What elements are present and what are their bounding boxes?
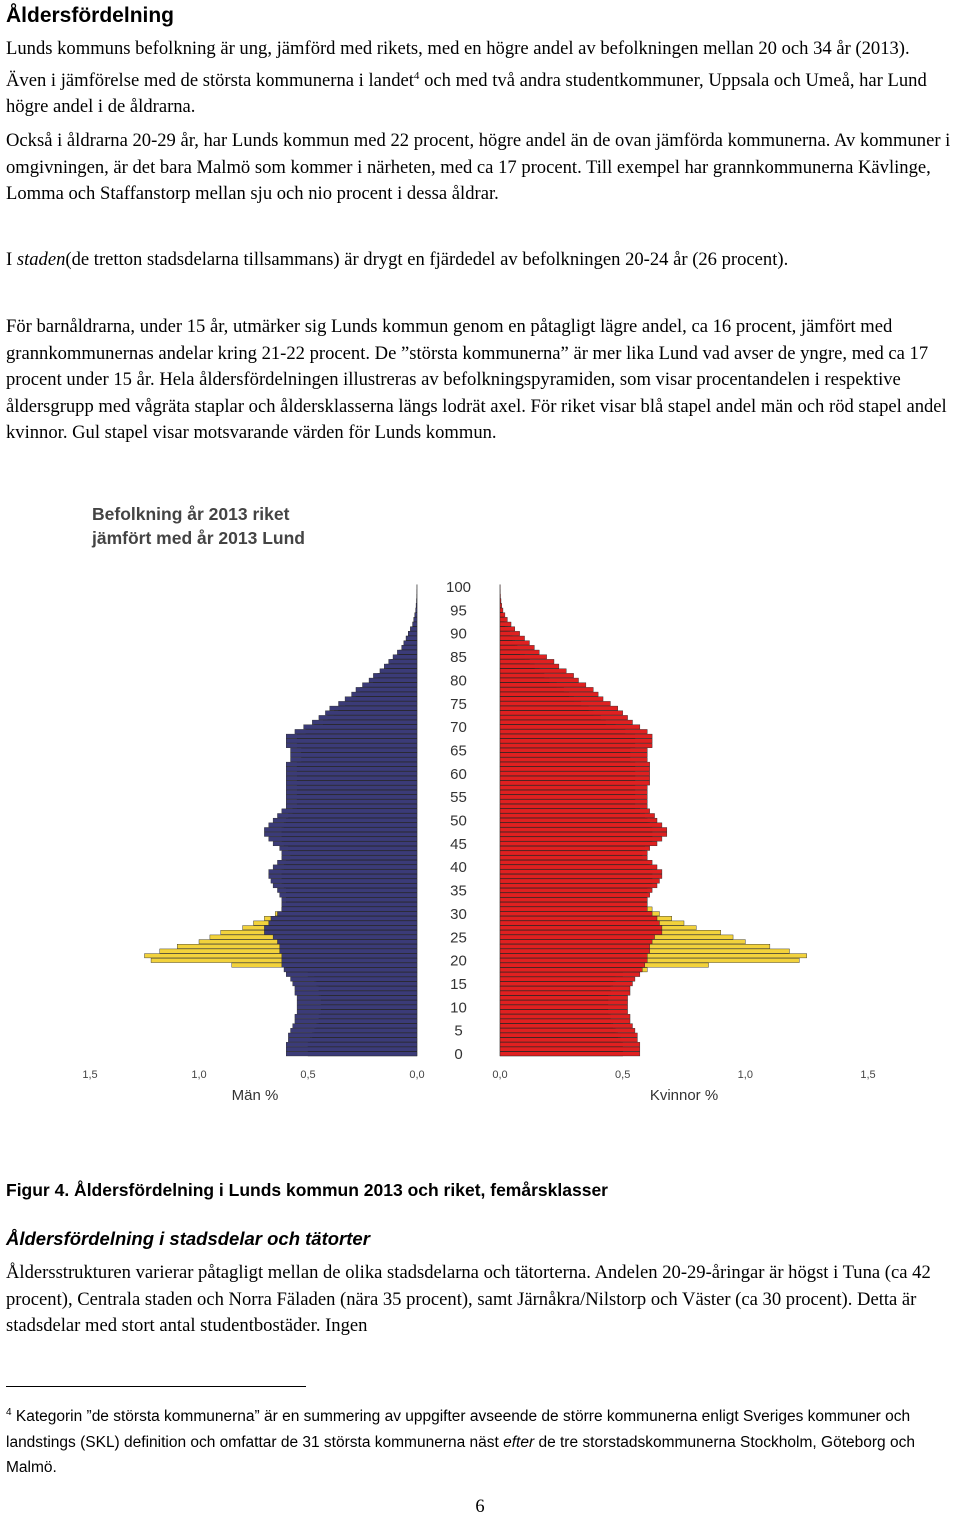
riket-bar-female <box>500 683 586 687</box>
riket-bar-female <box>500 916 657 920</box>
paragraph-staden <box>6 247 954 274</box>
riket-bar-female <box>500 940 652 944</box>
riket-bar-female <box>500 636 525 640</box>
riket-bar-male <box>295 1014 417 1018</box>
paragraph-staden-prefix: I <box>6 249 17 270</box>
riket-bar-female <box>500 1033 637 1037</box>
riket-bar-male <box>273 818 417 822</box>
riket-bar-male <box>286 767 417 771</box>
riket-bar-male <box>282 902 417 906</box>
riket-bar-male <box>286 785 417 789</box>
riket-bar-male <box>291 1028 417 1032</box>
riket-bar-male <box>295 991 417 995</box>
riket-bar-female <box>500 972 640 976</box>
paragraph-ages-20-29: Också i åldrarna 20-29 år, har Lunds kommun med 22 procent, högre andel än de ovan jämförda kommunerna. Av kommuner i omgivningen, är det bara Malmö som kommer i närheten, med ca 17 procent. Till exempel har grannkommunerna Kävlinge, Lomma och Staffanstorp mellan sju och nio procent i dessa åldrar. <box>6 130 951 204</box>
riket-bar-male <box>293 982 417 986</box>
riket-bar-female <box>500 982 632 986</box>
riket-bar-female <box>500 641 529 645</box>
riket-bar-female <box>500 785 647 789</box>
paragraph-intro <box>6 36 954 121</box>
riket-bar-male <box>393 655 417 659</box>
riket-bar-female <box>500 701 610 705</box>
riket-bar-female <box>500 893 650 897</box>
riket-bar-male <box>402 645 417 649</box>
riket-bar-female <box>500 907 647 911</box>
riket-bar-male <box>286 771 417 775</box>
page-number: 6 <box>475 1497 485 1517</box>
riket-bar-female <box>500 837 662 841</box>
riket-bar-female <box>500 1000 628 1004</box>
riket-bar-female <box>500 996 628 1000</box>
riket-bar-female <box>500 963 645 967</box>
riket-bar-female <box>500 617 507 621</box>
riket-bar-male <box>286 762 417 766</box>
riket-bar-male <box>286 743 417 747</box>
riket-bar-female <box>500 613 505 617</box>
riket-bar-female <box>500 655 547 659</box>
riket-bar-male <box>373 673 417 677</box>
riket-bar-male <box>280 944 417 948</box>
x-tick-label-left: 1,0 <box>191 1069 207 1081</box>
riket-bar-female <box>500 673 574 677</box>
subsection-heading: Åldersfördelning i stadsdelar och tätorter <box>6 1228 370 1249</box>
riket-bar-male <box>291 757 417 761</box>
riket-bar-male <box>273 865 417 869</box>
riket-bar-female <box>500 921 659 925</box>
riket-bar-male <box>277 860 417 864</box>
riket-bar-female <box>500 748 647 752</box>
age-label: 35 <box>450 882 467 900</box>
population-pyramid-chart <box>0 490 960 1130</box>
riket-bar-male <box>284 968 417 972</box>
riket-bar-female <box>500 659 554 663</box>
riket-bar-female <box>500 739 652 743</box>
riket-bar-female <box>500 1005 628 1009</box>
riket-bar-female <box>500 888 652 892</box>
age-label: 5 <box>454 1022 463 1040</box>
paragraph-intro-text-cont: och med två andra studentkommuner, Uppsala och Umeå, har Lund högre andel i de åldrarna. <box>6 69 927 118</box>
riket-bar-male <box>291 748 417 752</box>
age-label: 65 <box>450 742 467 760</box>
riket-bar-female <box>500 645 534 649</box>
riket-bar-female <box>500 954 647 958</box>
riket-bar-female <box>500 898 647 902</box>
riket-bar-female <box>500 669 566 673</box>
riket-bar-female <box>500 622 511 626</box>
riket-bar-male <box>277 813 417 817</box>
age-label: 75 <box>450 695 467 713</box>
footnote-text-end: de tre storstadskommunerna Stockholm, Göteborg och Malmö. <box>6 1433 915 1477</box>
riket-bar-male <box>389 659 417 663</box>
riket-bar-male <box>286 972 417 976</box>
riket-bar-male <box>345 697 417 701</box>
riket-bar-female <box>500 687 593 691</box>
riket-bar-female <box>500 725 640 729</box>
riket-bar-male <box>319 715 417 719</box>
riket-bar-female <box>500 968 642 972</box>
riket-bar-male <box>282 954 417 958</box>
age-label: 80 <box>450 672 467 690</box>
riket-bar-female <box>500 762 650 766</box>
riket-bar-male <box>286 799 417 803</box>
riket-bar-female <box>500 926 662 930</box>
age-label: 45 <box>450 835 467 853</box>
riket-bar-female <box>500 743 652 747</box>
x-tick-label-left: 1,5 <box>82 1069 98 1081</box>
riket-bar-female <box>500 842 657 846</box>
age-label: 85 <box>450 649 467 667</box>
x-tick-label-left: 0,5 <box>300 1069 316 1081</box>
riket-bar-male <box>282 809 417 813</box>
riket-bar-male <box>384 664 417 668</box>
riket-bar-male <box>415 613 417 617</box>
female-bars <box>500 585 807 1056</box>
riket-bar-male <box>410 627 417 631</box>
riket-bar-male <box>286 790 417 794</box>
riket-bar-female <box>500 870 662 874</box>
riket-bar-female <box>500 804 647 808</box>
riket-bar-female <box>500 776 650 780</box>
section-heading: Åldersfördelning <box>6 4 175 27</box>
riket-bar-male <box>280 846 417 850</box>
riket-bar-male <box>277 940 417 944</box>
riket-bar-male <box>282 898 417 902</box>
riket-bar-male <box>330 706 417 710</box>
riket-bar-female <box>500 1052 640 1056</box>
riket-bar-female <box>500 977 635 981</box>
x-axis-label-men: Män % <box>231 1087 279 1104</box>
riket-bar-female <box>500 809 650 813</box>
paragraph-intro-text: Lunds kommuns befolkning är ung, jämförd med rikets, med en högre andel av befolkningen mellan 20 och 34 år (2013). Även i jämförelse med de största kommunerna i landet <box>6 38 910 91</box>
chart-title-line-1: Befolkning år 2013 riket <box>92 504 290 524</box>
footnote <box>6 1400 956 1481</box>
riket-bar-female <box>500 813 655 817</box>
age-label: 90 <box>450 625 467 643</box>
riket-bar-male <box>352 692 417 696</box>
riket-bar-male <box>339 701 417 705</box>
riket-bar-female <box>500 1010 628 1014</box>
riket-bar-male <box>286 1042 417 1046</box>
riket-bar-female <box>500 912 652 916</box>
riket-bar-female <box>500 795 647 799</box>
riket-bar-male <box>282 856 417 860</box>
riket-bar-female <box>500 1019 630 1023</box>
riket-bar-female <box>500 832 667 836</box>
riket-bar-female <box>500 729 647 733</box>
x-tick-label-left: 0,0 <box>409 1069 425 1081</box>
riket-bar-male <box>297 996 417 1000</box>
riket-bar-female <box>500 818 657 822</box>
riket-bar-female <box>500 865 657 869</box>
riket-bar-male <box>282 907 417 911</box>
riket-bar-male <box>282 963 417 967</box>
x-tick-label-right: 0,5 <box>615 1069 631 1081</box>
x-axis-ticks <box>82 1069 875 1081</box>
riket-bar-male <box>380 669 417 673</box>
age-axis-labels <box>446 579 471 1063</box>
age-label: 60 <box>450 765 467 783</box>
riket-bar-female <box>500 753 647 757</box>
age-label: 30 <box>450 905 467 923</box>
riket-bar-female <box>500 930 662 934</box>
age-label: 15 <box>450 975 467 993</box>
riket-bar-male <box>273 842 417 846</box>
footnote-text: Kategorin ”de största kommunerna” är en summering av uppgifter avseende de större kommunerna enligt Sveriges kommuner och landstings (SKL) definition och omfattar de 31 största kommunerna näst <box>6 1408 911 1451</box>
riket-bar-female <box>500 771 650 775</box>
riket-bar-male <box>286 734 417 738</box>
riket-bar-female <box>500 715 628 719</box>
paragraph-staden-italic: staden <box>16 249 66 270</box>
riket-bar-male <box>264 926 417 930</box>
riket-bar-female <box>500 1042 640 1046</box>
riket-bar-female <box>500 692 598 696</box>
riket-bar-male <box>269 823 417 827</box>
riket-bar-male <box>416 603 417 607</box>
riket-bar-male <box>291 753 417 757</box>
riket-bar-female <box>500 986 630 990</box>
age-label: 100 <box>445 579 472 596</box>
riket-bar-female <box>500 828 667 832</box>
paragraph-staden-suffix: (de tretton stadsdelarna tillsammans) är drygt en fjärdedel av befolkningen 20-24 år (26 procent). <box>65 249 789 270</box>
riket-bar-female <box>500 846 650 850</box>
riket-bar-female <box>500 603 502 607</box>
riket-bar-male <box>369 678 417 682</box>
riket-bar-male <box>363 683 418 687</box>
riket-bar-female <box>500 1038 637 1042</box>
paragraph-children: För barnåldrarna, under 15 år, utmärker sig Lunds kommun genom en påtagligt lägre andel, ca 16 procent, jämfört med grannkommunernas andelar kring 21-22 procent. De ”största kommunerna” är mer lika Lund vad avser de yngre, med ca 17 procent under 15 år. Hela åldersfördelningen illustreras av befolkningspyramiden, som visar procentandelen i respektive åldersgrupp med vågräta staplar och åldersklasserna längs lodrät axel. För riket visar blå stapel andel män och röd stapel andel kvinnor. Gul stapel visar motsvarande värden för Lunds kommun. <box>6 316 947 443</box>
age-label: 20 <box>450 952 467 970</box>
paragraph-districts: Åldersstrukturen varierar påtagligt mellan de olika stadsdelarna och tätorterna. Andelen 20-29-åringar är högst i Tuna (ca 42 procent), Centrala staden och Norra Fäladen (nära 35 procent), samt Järnåkra/Nilstorp och Väster (ca 30 procent). Detta är stadsdelar med stort antal studentbostäder. Ingen <box>6 1262 931 1336</box>
riket-bar-female <box>500 1014 630 1018</box>
riket-bar-male <box>288 1038 417 1042</box>
riket-bar-male <box>295 729 417 733</box>
riket-bar-male <box>297 1005 417 1009</box>
riket-bar-male <box>286 776 417 780</box>
riket-bar-male <box>277 888 417 892</box>
x-axis-label-women: Kvinnor % <box>649 1087 719 1104</box>
riket-bar-male <box>277 912 417 916</box>
riket-bar-female <box>500 1047 640 1051</box>
riket-bar-male <box>286 795 417 799</box>
riket-bar-female <box>500 856 647 860</box>
riket-bar-male <box>406 636 417 640</box>
riket-bar-male <box>416 608 417 612</box>
riket-bar-male <box>413 622 417 626</box>
riket-bar-female <box>500 884 657 888</box>
riket-bar-female <box>500 781 650 785</box>
riket-bar-male <box>273 884 417 888</box>
age-label: 25 <box>450 929 467 947</box>
riket-bar-male <box>408 631 417 635</box>
riket-bar-male <box>264 930 417 934</box>
male-bars <box>145 585 418 1056</box>
riket-bar-female <box>500 874 662 878</box>
chart-title-line-2: jämfört med år 2013 Lund <box>92 528 305 548</box>
riket-bar-female <box>500 1024 632 1028</box>
riket-bar-male <box>295 1019 417 1023</box>
riket-bar-female <box>500 664 559 668</box>
riket-bar-male <box>271 879 417 883</box>
riket-bar-male <box>286 804 417 808</box>
riket-bar-male <box>293 1024 417 1028</box>
riket-bar-female <box>500 935 655 939</box>
age-label: 70 <box>450 719 467 737</box>
riket-bar-male <box>288 1033 417 1037</box>
riket-bar-male <box>397 650 417 654</box>
riket-bar-male <box>269 874 417 878</box>
riket-bar-female <box>500 949 650 953</box>
age-label: 0 <box>454 1046 463 1063</box>
riket-bar-male <box>286 1052 417 1056</box>
riket-bar-male <box>269 921 417 925</box>
x-tick-label-right: 0,0 <box>492 1069 508 1081</box>
riket-bar-female <box>500 720 632 724</box>
riket-bar-male <box>264 828 417 832</box>
riket-bar-male <box>286 781 417 785</box>
riket-bar-female <box>500 790 647 794</box>
riket-bar-female <box>500 697 603 701</box>
riket-bar-female <box>500 599 501 603</box>
age-label: 10 <box>450 999 467 1017</box>
riket-bar-male <box>280 949 417 953</box>
riket-bar-male <box>269 870 417 874</box>
riket-bar-male <box>295 986 417 990</box>
riket-bar-female <box>500 734 652 738</box>
riket-bar-female <box>500 944 650 948</box>
riket-bar-male <box>312 720 417 724</box>
riket-bar-male <box>264 832 417 836</box>
riket-bar-female <box>500 757 647 761</box>
riket-bar-male <box>282 851 417 855</box>
riket-bar-male <box>280 893 417 897</box>
riket-bar-female <box>500 1028 635 1032</box>
footnote-reference[interactable]: 4 <box>413 69 420 82</box>
riket-bar-male <box>414 617 417 621</box>
x-tick-label-right: 1,5 <box>860 1069 876 1081</box>
riket-bar-female <box>500 823 662 827</box>
riket-bar-male <box>404 641 417 645</box>
riket-bar-male <box>286 739 417 743</box>
riket-bar-male <box>304 725 417 729</box>
riket-bar-female <box>500 631 520 635</box>
riket-bar-male <box>297 1000 417 1004</box>
age-label: 95 <box>450 602 467 620</box>
riket-bar-female <box>500 608 503 612</box>
riket-bar-female <box>500 879 659 883</box>
riket-bar-male <box>297 1010 417 1014</box>
riket-bar-female <box>500 706 618 710</box>
riket-bar-male <box>325 711 417 715</box>
riket-bar-female <box>500 991 630 995</box>
riket-bar-female <box>500 851 647 855</box>
riket-bar-female <box>500 627 515 631</box>
riket-bar-male <box>282 958 417 962</box>
riket-bar-female <box>500 799 647 803</box>
riket-bar-male <box>273 935 417 939</box>
riket-bar-female <box>500 860 652 864</box>
age-label: 40 <box>450 859 467 877</box>
riket-bar-male <box>269 837 417 841</box>
riket-bar-female <box>500 650 539 654</box>
riket-bar-female <box>500 767 650 771</box>
age-label: 55 <box>450 789 467 807</box>
footnote-marker: 4 <box>6 1407 12 1418</box>
age-label: 50 <box>450 812 467 830</box>
riket-bar-female <box>500 902 647 906</box>
riket-bar-female <box>500 711 623 715</box>
footnote-italic: efter <box>503 1433 535 1451</box>
riket-bar-female <box>500 958 647 962</box>
riket-bar-male <box>271 916 417 920</box>
riket-bar-male <box>286 1047 417 1051</box>
footnote-separator <box>6 1386 306 1387</box>
x-tick-label-right: 1,0 <box>737 1069 753 1081</box>
riket-bar-male <box>356 687 417 691</box>
riket-bar-female <box>500 678 579 682</box>
riket-bar-male <box>291 977 417 981</box>
figure-caption: Figur 4. Åldersfördelning i Lunds kommun 2013 och riket, femårsklasser <box>6 1180 608 1200</box>
